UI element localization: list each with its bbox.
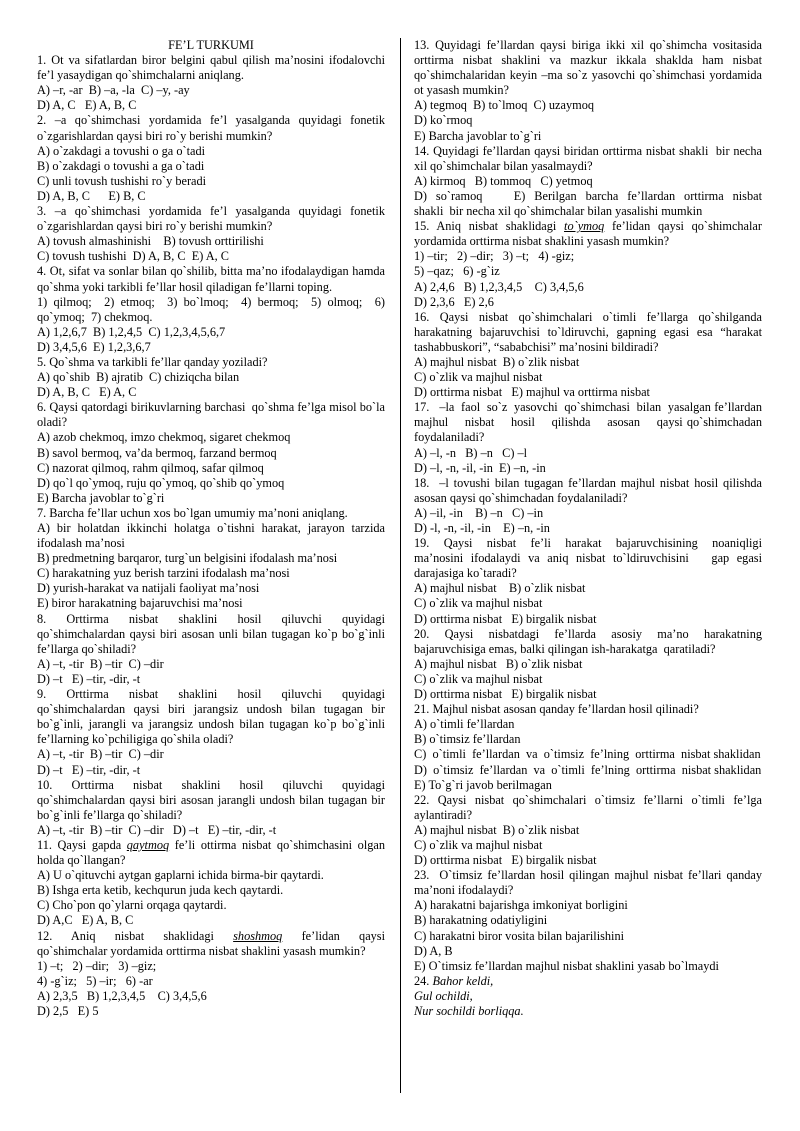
text-line xyxy=(414,1004,762,1019)
line-text: A) majhul nisbat B) o`zlik nisbat xyxy=(414,822,580,837)
text-line xyxy=(37,370,385,385)
text-line xyxy=(37,763,385,778)
line-text: D) qo`l qo`ymoq, ruju qo`ymoq, qo`shib qo`ymoq xyxy=(37,475,285,490)
line-text: A) majhul nisbat B) o`zlik nisbat xyxy=(414,656,583,671)
text-line xyxy=(414,732,762,747)
question-line xyxy=(37,928,389,959)
line-text: 16. Qaysi nisbat qo`shimchalari o`timli fe’llarga qo`shilganda harakatning bajaruvchisi to`ldiruvchi, gapning egasi esa “harakat tashabbuskori”, “sababchisi” ma’nosini bildiradi? xyxy=(414,309,766,354)
line-text: D) 2,5 E) 5 xyxy=(37,1004,99,1018)
line-text: C) o`zlik va majhul nisbat xyxy=(414,671,543,686)
line-text: 5) –qaz; 6) -g`iz xyxy=(414,264,500,279)
text-line xyxy=(414,113,762,128)
question-line xyxy=(37,687,389,747)
text-line xyxy=(37,98,385,113)
line-text: A) U o`qituvchi aytgan gaplarni ichida birma-bir qaytardi. xyxy=(37,868,324,883)
text-line xyxy=(37,959,385,974)
line-text: A) 2,3,5 B) 1,2,3,4,5 C) 3,4,5,6 xyxy=(37,988,207,1003)
line-text: B) predmetning barqaror, turg`un belgisini ifodalash ma’nosi xyxy=(37,551,338,566)
text-line xyxy=(37,430,385,445)
text-line xyxy=(37,189,385,204)
text-line xyxy=(37,174,385,189)
line-text: 1) qilmoq; 2) etmoq; 3) bo`lmoq; 4) bermoq; 5) olmoq; 6) qo`ymoq; 7) chekmoq. xyxy=(37,294,389,324)
text-line xyxy=(414,823,762,838)
text-line xyxy=(414,581,762,596)
line-text: A) –t, -tir B) –tir C) –dir D) –t E) –tir, -dir, -t xyxy=(37,822,277,837)
text-line xyxy=(37,747,385,762)
line-text: E) O`timsiz fe’llardan majhul nisbat shaklini yasab bo`lmaydi xyxy=(414,958,719,973)
line-text: A) azob chekmoq, imzo chekmoq, sigaret chekmoq xyxy=(37,430,291,445)
text-line xyxy=(414,898,762,913)
question-line xyxy=(37,204,389,234)
text-line xyxy=(37,1004,385,1019)
text-line xyxy=(414,838,762,853)
line-text: 18. –l tovushi bilan tugagan fe’llardan majhul nisbat hosil qilishda asosan qaysi qo`shimchadan foydalaniladi? xyxy=(414,475,766,505)
text-line xyxy=(37,340,385,355)
line-text: 1) –tir; 2) –dir; 3) –t; 4) -giz; xyxy=(414,249,575,264)
text-line xyxy=(414,98,762,113)
emphasized-word: shoshmoq xyxy=(233,928,283,943)
line-text: 14. Quyidagi fe’llardan qaysi biridan orttirma nisbat shakli bir necha xil qo`shimchalar bilan yasalmaydi? xyxy=(414,143,766,173)
line-text: A) tegmoq B) to`lmoq C) uzaymoq xyxy=(414,98,594,113)
line-text: 19. Qaysi nisbat fe’li harakat bajaruvchisining noaniqligi ma’nosini ifodalaydi va aniq nisbat to`ldiruvchisini gap egasi darajasiga ko`taradi? xyxy=(414,536,766,581)
emphasized-word: qaytmoq xyxy=(126,837,170,852)
question-line xyxy=(37,113,389,143)
question-line xyxy=(414,143,766,174)
poem-line: Gul ochildi, xyxy=(414,988,473,1003)
text-line xyxy=(414,989,762,1004)
line-text: A) majhul nisbat B) o`zlik nisbat xyxy=(414,354,580,369)
line-text: A) bir holatdan ikkinchi holatga o`tishni harakat, jarayon tarzida ifodalash ma’nosi xyxy=(37,521,389,551)
text-line xyxy=(414,521,762,536)
text-line xyxy=(37,596,385,611)
line-text: D) –t E) –tir, -dir, -t xyxy=(37,762,141,777)
text-line xyxy=(414,264,762,279)
line-text: 22. Qaysi nisbat qo`shimchalari o`timsiz fe’llarni o`timli fe’lga aylantiradi? xyxy=(414,792,766,822)
text-line xyxy=(37,581,385,596)
text-line xyxy=(414,959,762,974)
line-text: fe’li ottirma nisbat qo`shimchasini olgan holda qo`llangan? xyxy=(37,837,389,868)
text-line xyxy=(414,174,762,189)
text-line xyxy=(414,446,762,461)
line-text: fe’lidan qaysi qo`shimchalar yordamida orttirma nisbat shaklini yasash mumkin? xyxy=(414,219,766,249)
question-line xyxy=(37,264,389,294)
text-line xyxy=(414,747,762,762)
line-text: C) harakatni biror vosita bilan bajarilishini xyxy=(414,928,625,943)
question-line xyxy=(414,400,775,445)
poem-line: Bahor keldi, xyxy=(432,973,494,988)
line-text: C) Cho`pon qo`ylarni orqaga qaytardi. xyxy=(37,898,227,913)
text-line xyxy=(37,913,385,928)
line-text: A) –t, -tir B) –tir C) –dir xyxy=(37,747,164,762)
question-line xyxy=(414,626,766,657)
text-line xyxy=(414,853,762,868)
question-line xyxy=(414,38,766,98)
line-text: D) A, B, C E) B, C xyxy=(37,188,146,203)
line-text: 5. Qo`shma va tarkibli fe’llar qanday yoziladi? xyxy=(37,354,268,369)
line-text: 11. Qaysi gapda xyxy=(37,837,127,852)
line-text: A) harakatni bajarishga imkoniyat borligini xyxy=(414,898,628,913)
line-text: E) biror harakatning bajaruvchisi ma’nosi xyxy=(37,596,243,611)
line-text: C) o`zlik va majhul nisbat xyxy=(414,596,543,611)
text-line xyxy=(414,944,762,959)
line-text: D) A, B xyxy=(414,943,453,958)
line-text: A) –l, -n B) –n C) –l xyxy=(414,445,528,460)
line-text: 10. Orttirma nisbat shaklini hosil qiluvchi quyidagi qo`shimchalardan qaysi biri asosan jarangli undosh bilan tugagan bir bo`g`inli fe’llarga qo`shiladi? xyxy=(37,777,389,822)
line-text: 15. Aniq nisbat shaklidagi xyxy=(414,219,565,234)
line-text: D) 2,3,6 E) 2,6 xyxy=(414,294,494,309)
question-line xyxy=(414,702,762,717)
line-text: C) o`timli fe’llardan va o`timsiz fe’lning orttirma nisbat shaklidan xyxy=(414,747,761,762)
line-text: A) 2,4,6 B) 1,2,3,4,5 C) 3,4,5,6 xyxy=(414,279,584,294)
question-line xyxy=(37,837,389,868)
text-line xyxy=(37,657,385,672)
line-text: C) tovush tushishi D) A, B, C E) A, C xyxy=(37,249,229,264)
line-text: D) A,C E) A, B, C xyxy=(37,913,134,928)
text-line xyxy=(37,385,385,400)
line-text: D) -l, -n, -il, -in E) –n, -in xyxy=(414,521,550,535)
line-text: A) –r, -ar B) –a, -la C) –y, -ay xyxy=(37,83,190,98)
text-line xyxy=(37,566,385,581)
poem-line: Nur sochildi borliqqa. xyxy=(414,1004,524,1018)
text-line xyxy=(414,913,762,928)
text-line xyxy=(37,823,385,838)
line-text: B) o`timsiz fe’llardan xyxy=(414,732,521,747)
line-text: fe’lidan qaysi qo`shimchalar yordamida orttirma nisbat shaklini yasash mumkin? xyxy=(37,928,389,958)
line-text: 8. Orttirma nisbat shaklini hosil qiluvchi quyidagi qo`shimchalardan qaysi biri asosan unli bilan tugagan ko`p bo`g`inli fe’llarga qo`shiladi? xyxy=(37,611,389,656)
text-line xyxy=(414,295,762,310)
text-line xyxy=(37,989,385,1004)
text-line xyxy=(414,596,762,611)
line-text: C) o`zlik va majhul nisbat xyxy=(414,370,543,385)
line-text: B) harakatning odatiyligini xyxy=(414,913,548,928)
text-line xyxy=(37,294,389,325)
text-line xyxy=(414,778,762,793)
line-text: 23. O`timsiz fe’llardan hosil qilingan majhul nisbat fe’llari qanday ma’noni ifodalaydi? xyxy=(414,868,766,898)
line-text: B) savol bermoq, va’da bermoq, farzand bermoq xyxy=(37,445,277,460)
question-line xyxy=(414,536,766,581)
line-text: 9. Orttirma nisbat shaklini hosil qiluvchi quyidagi qo`shimchalardan qaysi biri jarangsiz undosh bilan tugagan bir bo`g`inli, jarangli va jarangsiz undosh bilan tugagan ko`p bo`g`inli fe’llarning ko`pchiligiga qo`shila oladi? xyxy=(37,687,389,747)
text-line xyxy=(37,898,385,913)
text-line xyxy=(414,657,762,672)
line-text: D) yurish-harakat va natijali faoliyat ma’nosi xyxy=(37,581,260,596)
column-divider xyxy=(400,38,401,1093)
left-column xyxy=(37,38,389,1019)
text-line xyxy=(37,476,385,491)
text-line xyxy=(37,672,385,687)
question-line xyxy=(37,506,385,521)
line-text: A) majhul nisbat B) o`zlik nisbat xyxy=(414,581,586,596)
line-text: A) qo`shib B) ajratib C) chiziqcha bilan xyxy=(37,370,240,385)
line-text: D) orttirma nisbat E) majhul va orttirma nisbat xyxy=(414,385,650,400)
text-line xyxy=(37,521,389,551)
line-text: 1) –t; 2) –dir; 3) –giz; xyxy=(37,958,157,973)
text-line xyxy=(37,144,385,159)
text-line xyxy=(414,687,762,702)
line-text: D) –t E) –tir, -dir, -t xyxy=(37,671,141,686)
line-text: C) nazorat qilmoq, rahm qilmoq, safar qilmoq xyxy=(37,460,264,475)
text-line xyxy=(414,672,762,687)
question-line xyxy=(37,777,389,823)
text-line xyxy=(37,159,385,174)
text-line xyxy=(414,763,762,778)
text-line xyxy=(414,249,762,264)
text-line xyxy=(414,385,762,400)
text-line xyxy=(414,506,762,521)
text-line xyxy=(37,234,385,249)
question-line xyxy=(414,309,766,355)
question-line xyxy=(414,974,762,989)
text-line xyxy=(414,129,762,144)
line-text: D) A, C E) A, B, C xyxy=(37,98,137,113)
question-line xyxy=(37,400,389,430)
line-text: 6. Qaysi qatordagi birikuvlarning barchasi qo`shma fe’lga misol bo`la oladi? xyxy=(37,400,389,430)
line-text: D) orttirma nisbat E) birgalik nisbat xyxy=(414,853,597,868)
text-line xyxy=(37,551,385,566)
question-line xyxy=(414,868,766,898)
line-text: 2. –a qo`shimchasi yordamida fe’l yasalganda quyidagi fonetik o`zgarishlardan qaysi biri ro`y berishi mumkin? xyxy=(37,113,389,143)
line-text: E) Barcha javoblar to`g`ri xyxy=(414,128,542,143)
line-text: 4. Ot, sifat va sonlar bilan qo`shilib, bitta ma’no ifodalaydigan hamda qo`shma yoki tarkibli fe’llar hosil qiladigan fe’llarni toping. xyxy=(37,264,389,294)
line-text: 7. Barcha fe’llar uchun xos bo`lgan umumiy ma’noni aniqlang. xyxy=(37,505,348,520)
line-text: B) Ishga erta ketib, kechqurun juda kech qaytardi. xyxy=(37,883,284,898)
line-text: C) harakatning yuz berish tarzini ifodalash ma’nosi xyxy=(37,566,290,581)
line-text: D) orttirma nisbat E) birgalik nisbat xyxy=(414,687,597,702)
text-line xyxy=(37,974,385,989)
text-line xyxy=(37,883,385,898)
line-text: D) –l, -n, -il, -in E) –n, -in xyxy=(414,460,546,475)
line-text: 4) -g`iz; 5) –ir; 6) -ar xyxy=(37,973,153,988)
line-text: E) To`g`ri javob berilmagan xyxy=(414,777,552,792)
question-line xyxy=(414,792,766,823)
emphasized-word: to`ymoq xyxy=(564,219,605,234)
line-text: D) A, B, C E) A, C xyxy=(37,385,137,400)
question-line xyxy=(37,611,389,657)
text-line xyxy=(414,355,762,370)
line-text: A) –il, -in B) –n C) –in xyxy=(414,505,544,520)
line-text: E) Barcha javoblar to`g`ri xyxy=(37,490,165,505)
text-line xyxy=(414,717,762,732)
line-text: D) orttirma nisbat E) birgalik nisbat xyxy=(414,611,597,626)
line-text: A) tovush almashinishi B) tovush orttirilishi xyxy=(37,234,264,249)
text-line xyxy=(414,461,762,476)
text-line xyxy=(37,491,385,506)
line-text: A) 1,2,6,7 B) 1,2,4,5 C) 1,2,3,4,5,6,7 xyxy=(37,324,226,339)
line-text: 21. Majhul nisbat asosan qanday fe’llardan hosil qilinadi? xyxy=(414,702,699,717)
text-line xyxy=(414,370,762,385)
text-line xyxy=(37,325,385,340)
line-text: D) o`timsiz fe’llardan va o`timli fe’lning orttirma nisbat shaklidan xyxy=(414,762,762,777)
question-line xyxy=(414,475,766,506)
line-text: 12. Aniq nisbat shaklidagi xyxy=(37,928,234,943)
line-text: 24. xyxy=(414,973,433,988)
page-title: FE’L TURKUMI xyxy=(168,38,254,52)
text-line xyxy=(37,461,385,476)
line-text: D) ko`rmoq xyxy=(414,113,473,128)
question-line xyxy=(414,219,766,249)
text-line xyxy=(414,929,762,944)
line-text: A) –t, -tir B) –tir C) –dir xyxy=(37,656,164,671)
line-text: C) o`zlik va majhul nisbat xyxy=(414,837,543,852)
right-column xyxy=(414,38,775,1019)
line-text: C) unli tovush tushishi ro`y beradi xyxy=(37,173,207,188)
text-line xyxy=(414,612,762,627)
text-line xyxy=(414,188,766,219)
line-text: 3. –a qo`shimchasi yordamida fe’l yasalganda quyidagi fonetik o`zgarishlardan qaysi biri ro`y berishi mumkin? xyxy=(37,204,389,234)
text-line xyxy=(37,868,385,883)
line-text: D) so`ramoq E) Berilgan barcha fe’llardan orttirma nisbat shakli bir necha xil qo`shimchalar bilan yasalishi mumkin xyxy=(414,188,766,219)
text-line xyxy=(37,446,385,461)
line-text: 20. Qaysi nisbatdagi fe’llarda asosiy ma’no harakatning bajaruvchisiga emas, balki qilingan ish-harakatga qaratiladi? xyxy=(414,626,766,656)
line-text: A) o`zakdagi a tovushi o ga o`tadi xyxy=(37,143,206,158)
line-text: D) 3,4,5,6 E) 1,2,3,6,7 xyxy=(37,339,151,354)
question-line xyxy=(37,355,385,370)
text-line xyxy=(37,249,385,264)
line-text: A) kirmoq B) tommoq C) yetmoq xyxy=(414,173,593,188)
text-line xyxy=(414,280,762,295)
text-line xyxy=(37,83,385,98)
question-line xyxy=(37,53,389,83)
line-text: 17. –la faol so`z yasovchi qo`shimchasi bilan yasalgan fe’llardan majhul nisbat hosil qilishda asosan qaysi qo`shimchadan foydalaniladi? xyxy=(414,400,775,445)
line-text: 1. Ot va sifatlardan biror belgini qabul qilish ma’nosini ifodalovchi fe’l yasaydigan qo`shimchalarni aniqlang. xyxy=(37,53,389,83)
line-text: B) o`zakdagi o tovushi a ga o`tadi xyxy=(37,158,205,173)
line-text: A) o`timli fe’llardan xyxy=(414,717,515,732)
line-text: 13. Quyidagi fe’llardan qaysi biriga ikki xil qo`shimcha vositasida orttirma nisbat shaklini va mazkur ikkala shaklda ham nisbat qo`shimchalaridan keyin –ma so`z yasovchi qo`shimchasi yordamida ot yasash mumkin? xyxy=(414,38,766,98)
